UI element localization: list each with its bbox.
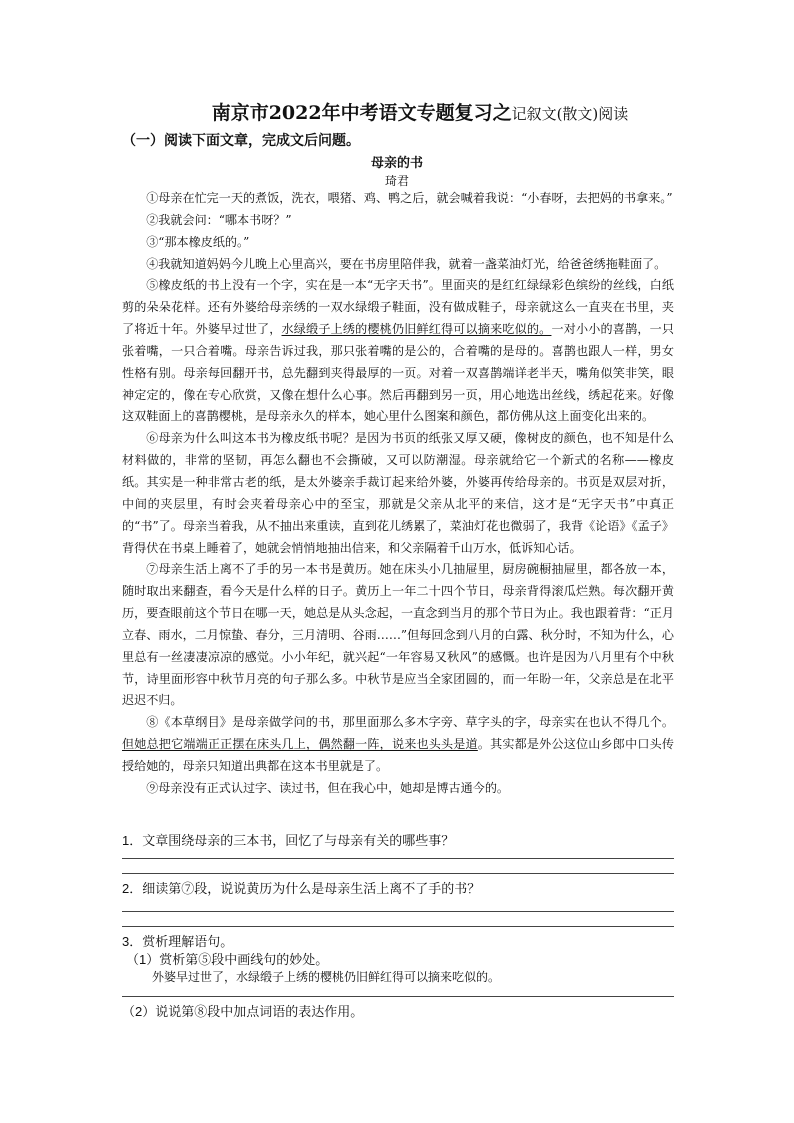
question-3: 3．赏析理解语句。 bbox=[122, 934, 234, 949]
answer-line[interactable] bbox=[122, 858, 674, 859]
paragraph-5-text-b: 一对小小的喜鹊，一只张着嘴，一只合着嘴。母亲告诉过我，那只张着嘴的是公的，合着嘴的是母的。喜鹊也跟人一样，男女性格有别。母亲每回翻开书，总先翻到夹得最厚的一页。对着一双喜鹊端详老半天，嘴角似笑非笑，眼神定定的，像在专心欣赏，又像在想什么心事。然后再翻到另一页，用心地选出丝线，绣起花来。好像这双鞋面上的喜鹊樱桃，是母亲永久的样本，她心里什么图案和颜色，都仿佛从这上面变化出来的。 bbox=[122, 322, 674, 424]
passage-title: 母亲的书 bbox=[370, 156, 423, 171]
title-main: 南京市2022年中考语文专题复习之 bbox=[211, 102, 512, 124]
question-3-2: （2）说说第⑧段中加点词语的表达作用。 bbox=[122, 1004, 364, 1019]
question-1: 1．文章围绕母亲的三本书，回忆了与母亲有关的哪些事？ bbox=[122, 833, 455, 848]
question-3-1: （1）赏析第⑤段中画线句的妙处。 bbox=[126, 952, 329, 967]
passage-body bbox=[122, 188, 674, 800]
paragraph-1: ①母亲在忙完一天的煮饭，洗衣，喂猪、鸡、鸭之后，就会喊着我说：“小春呀，去把妈的书拿来。” bbox=[146, 191, 673, 205]
section-heading: （一）阅读下面文章，完成文后问题。 bbox=[122, 133, 360, 149]
paragraph-6: ⑥母亲为什么叫这本书为橡皮纸书呢？是因为书页的纸张又厚又硬，像树皮的颜色，也不知是什么材料做的，非常的坚韧，再怎么翻也不会撕破，又可以防潮湿。母亲就给它一个新式的名称——橡皮纸。其实是一种非常古老的纸，是太外婆亲手裁订起来给外婆，外婆再传给母亲的。书页是双层对折，中间的夹层里，有时会夹着母亲心中的至宝，那就是父亲从北平的来信，这才是“无字天书”中真正的“书”了。母亲当着我，从不抽出来重读，直到花儿绣累了，菜油灯花也微弱了，我背《论语》《孟子》背得伏在书桌上睡着了，她就会悄悄地抽出信来，和父亲隔着千山万水，低诉知心话。 bbox=[122, 431, 674, 555]
paragraph-8 bbox=[122, 712, 674, 778]
answer-line[interactable] bbox=[122, 873, 674, 874]
paragraph-5 bbox=[122, 275, 674, 428]
answer-line[interactable] bbox=[122, 926, 674, 927]
paragraph-3: ③“那本橡皮纸的。” bbox=[146, 234, 250, 249]
paragraph-8-text-b: 。其实都是外公这位山乡郎中口头传授给她的，母亲只知道出典都在这本书里就是了。 bbox=[122, 737, 674, 773]
underlined-sentence-8: 但她总把它端端正正摆在床头几上，偶然翻一阵，说来也头头是道 bbox=[122, 737, 478, 752]
document-title bbox=[120, 98, 720, 125]
paragraph-8-text-a: ⑧《本草纲目》是母亲做学问的书，那里面那么多木字旁、草字头的字，母亲实在也认不得几个。 bbox=[146, 715, 674, 730]
title-sub: 记叙文(散文)阅读 bbox=[511, 105, 629, 123]
question-3-1-quote: 外婆早过世了，水绿缎子上绣的樱桃仍旧鲜红得可以摘来吃似的。 bbox=[152, 970, 501, 984]
paragraph-2: ②我就会问：“哪本书呀？” bbox=[146, 212, 292, 227]
paragraph-7: ⑦母亲生活上离不了手的另一本书是黄历。她在床头小几抽屉里，厨房碗橱抽屉里，都各放一本，随时取出来翻查，看今天是什么样的日子。黄历上一年二十四个节日，母亲背得滚瓜烂熟。每次翻开黄历，要查眼前这个节日在哪一天，她总是从头念起，一直念到当月的那个节日为止。我也跟着背：“正月立春、雨水，二月惊蛰、春分，三月清明、谷雨……”但每回念到八月的白露、秋分时，不知为什么，心里总有一丝凄凄凉凉的感觉。小小年纪，就兴起“一年容易又秋风”的感慨。也许是因为八月里有个中秋节，诗里面形容中秋节月亮的句子那么多。中秋节是应当全家团圆的，而一年盼一年，父亲总是在北平迟迟不归。 bbox=[122, 562, 674, 708]
question-2: 2．细读第⑦段，说说黄历为什么是母亲生活上离不了手的书？ bbox=[122, 881, 481, 896]
paragraph-5-text-a: ⑤橡皮纸的书上没有一个字，实在是一本“无字天书”。里面夹的是红红绿绿彩色缤纷的丝线，白纸剪的朵朵花样。还有外婆给母亲绣的一双水绿缎子鞋面，没有做成鞋子，母亲就这么一直夹在书里，夹了将近十年。外婆早过世了， bbox=[122, 278, 674, 337]
underlined-sentence: 水绿缎子上绣的樱桃仍旧鲜红得可以摘来吃似的。 bbox=[281, 322, 552, 337]
answer-line[interactable] bbox=[122, 996, 674, 997]
paragraph-9: ⑨母亲没有正式认过字、读过书，但在我心中，她却是博古通今的。 bbox=[146, 780, 510, 795]
passage-author: 琦君 bbox=[384, 174, 409, 188]
paragraph-4: ④我就知道妈妈今儿晚上心里高兴，要在书房里陪伴我，就着一盏菜油灯光，给爸爸绣拖鞋面了。 bbox=[146, 256, 667, 271]
answer-line[interactable] bbox=[122, 911, 674, 912]
